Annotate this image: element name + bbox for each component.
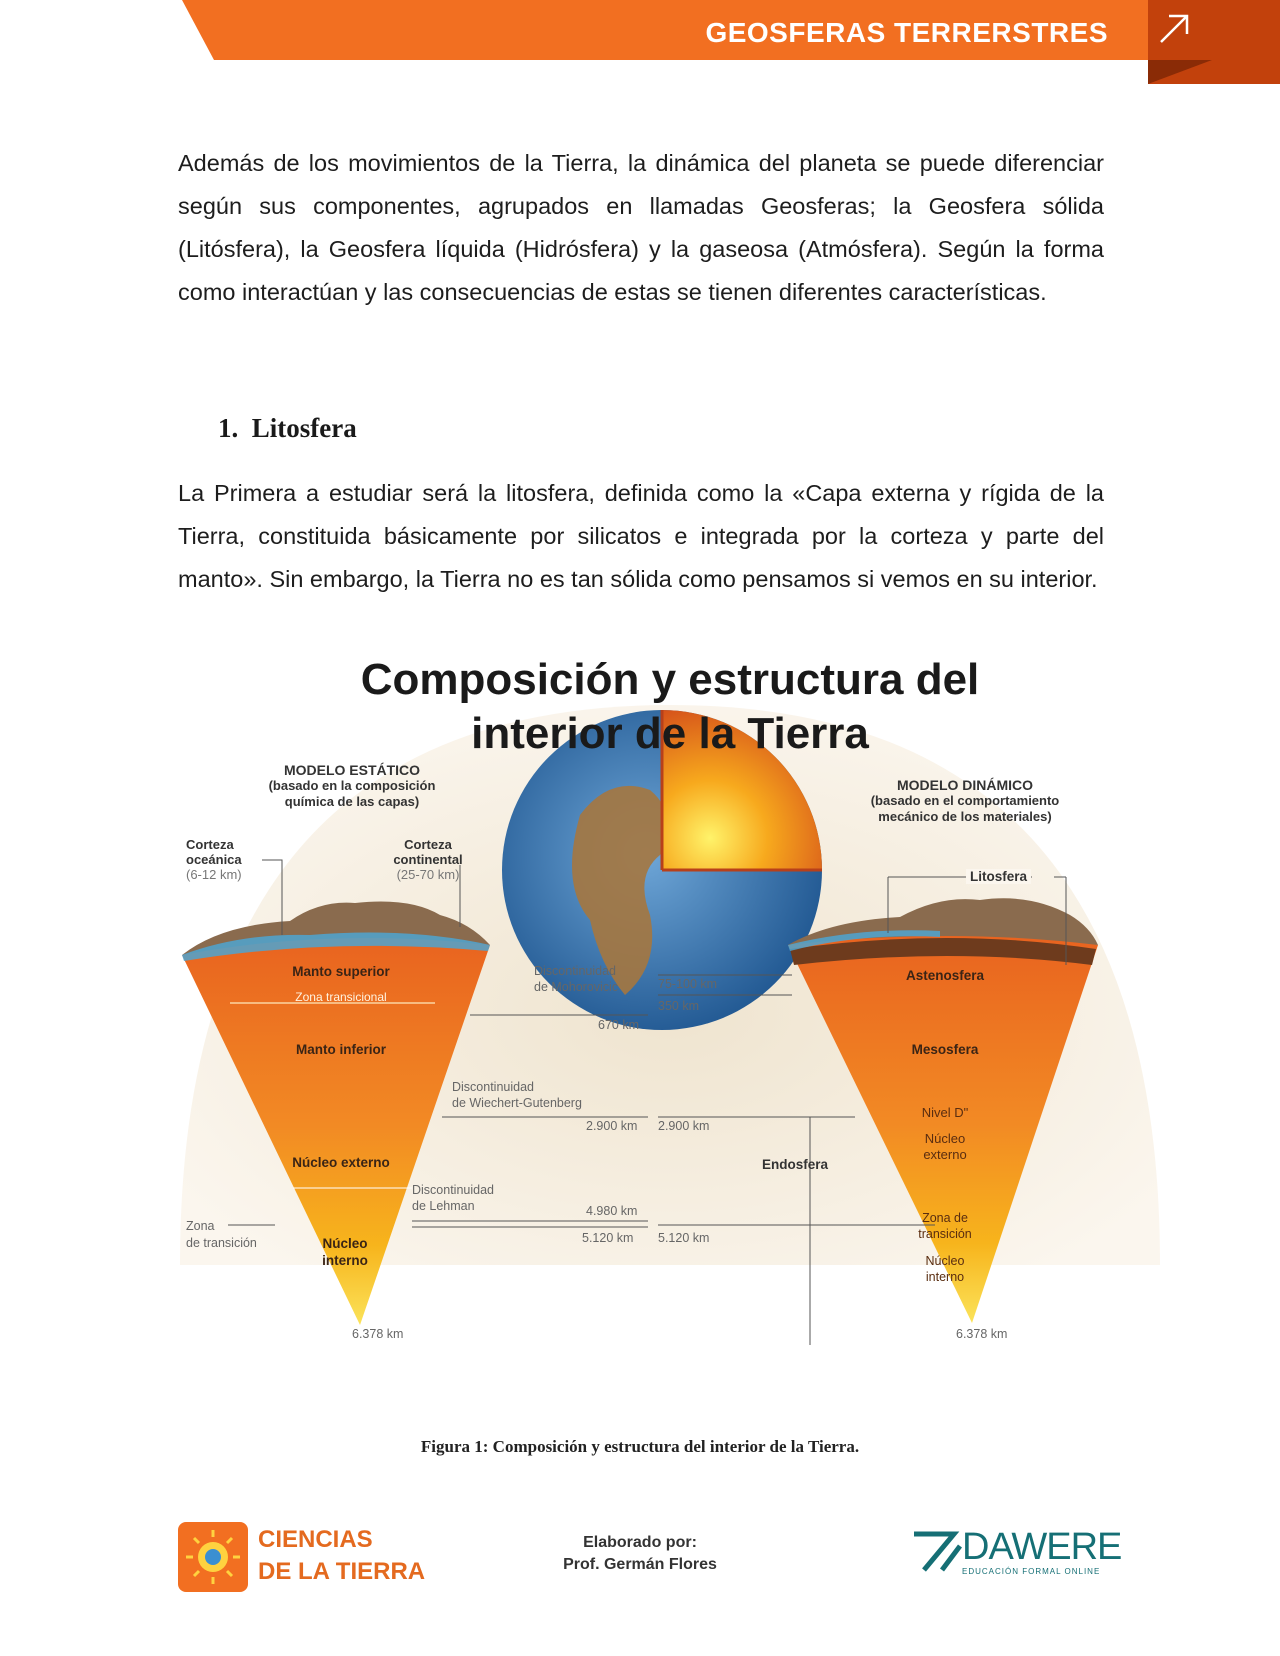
- dynamic-model-subtitle-2: mecánico de los materiales): [878, 809, 1052, 824]
- continental-crust-label-1: Corteza: [404, 837, 452, 852]
- layer-lower-mantle: Manto inferior: [296, 1042, 386, 1057]
- dynamic-model-heading: [830, 777, 1100, 825]
- figure-caption: Figura 1: Composición y estructura del interior de la Tierra.: [420, 1437, 860, 1456]
- layer-transition-zone-dynamic-1: Zona de: [922, 1211, 968, 1225]
- layer-inner-core-dynamic: [870, 1253, 1020, 1285]
- section-title: Litosfera: [251, 413, 357, 443]
- moho-discontinuity-1: Discontinuidad: [534, 964, 616, 978]
- depth-350: 350 km: [658, 999, 699, 1013]
- layer-outer-core-dynamic-1: Núcleo: [924, 1131, 966, 1146]
- transition-zone-label-1: Zona: [186, 1219, 215, 1233]
- page-footer: [0, 1510, 1280, 1600]
- static-model-subtitle-1: (basado en la composición: [268, 778, 436, 793]
- layer-outer-core-dynamic-2: externo: [923, 1147, 967, 1162]
- wg-discontinuity-2: de Wiechert-Gutenberg: [452, 1096, 582, 1110]
- static-model-subtitle-2: química de las capas): [284, 794, 420, 809]
- figure-title-line2: interior de la Tierra: [471, 709, 869, 758]
- brand-name-line2: DE LA TIERRA: [258, 1558, 426, 1585]
- static-bottom-depth: 6.378 km: [352, 1327, 404, 1341]
- layer-inner-core-2: interno: [322, 1253, 368, 1268]
- depth-670: 670 km: [598, 1018, 639, 1032]
- layer-inner-core-dynamic-1: Núcleo: [925, 1254, 965, 1268]
- oceanic-crust-label-1: Corteza: [186, 837, 234, 852]
- intro-paragraph: Además de los movimientos de la Tierra, la dinámica del planeta se puede diferenciar según sus componentes, agrupados en llamadas Geosferas; la Geosfera sólida (Litósfera), la Geosfera líquida (Hidrósfera) y la gaseosa (Atmósfera). Según la forma como interactúan y las consecuencias de estas se tienen diferentes características.: [178, 150, 1104, 305]
- depth-2900-left: 2.900 km: [586, 1119, 638, 1133]
- partner-tagline: EDUCACIÓN FORMAL ONLINE: [962, 1567, 1101, 1576]
- moho-discontinuity: [534, 963, 618, 995]
- layer-asthenosphere: Astenosfera: [905, 968, 985, 983]
- brand-name-line1: CIENCIAS: [258, 1526, 373, 1553]
- layer-transition-zone-dynamic: [870, 1210, 1020, 1242]
- section-number: 1.: [218, 413, 239, 443]
- lehman-discontinuity-2: de Lehman: [412, 1199, 475, 1213]
- page-header: [0, 0, 1280, 90]
- layer-inner-core-1: Núcleo: [322, 1236, 368, 1251]
- author-name: Prof. Germán Flores: [563, 1556, 717, 1573]
- layer-outer-core-dynamic: [870, 1131, 1020, 1163]
- layer-inner-core-dynamic-2: interno: [925, 1270, 965, 1284]
- layer-transition-zone-dynamic-2: transición: [918, 1227, 972, 1241]
- continental-crust-label: [382, 837, 474, 882]
- transition-zone-label-2: de transición: [186, 1236, 257, 1250]
- partner-name: DAWERE: [962, 1526, 1122, 1568]
- oceanic-crust-range: (6-12 km): [186, 867, 242, 882]
- lehman-discontinuity-1: Discontinuidad: [412, 1183, 494, 1197]
- wg-discontinuity: [452, 1079, 582, 1111]
- layer-outer-core: Núcleo externo: [292, 1155, 390, 1170]
- oceanic-crust-label: [186, 837, 242, 882]
- static-model-heading: [232, 762, 472, 810]
- static-model-title: MODELO ESTÁTICO: [283, 762, 421, 778]
- layer-d-level: Nivel D": [921, 1105, 969, 1120]
- layer-transition-zone: Zona transicional: [295, 990, 387, 1004]
- dynamic-model-title: MODELO DINÁMICO: [896, 777, 1034, 793]
- depth-2900-right: 2.900 km: [658, 1119, 710, 1133]
- transition-zone-label: [186, 1218, 257, 1252]
- depth-4980: 4.980 km: [586, 1204, 638, 1218]
- lehman-discontinuity: [412, 1182, 494, 1214]
- dynamic-model-subtitle-1: (basado en el comportamiento: [870, 793, 1060, 808]
- figure-title-line1: Composición y estructura del: [360, 655, 980, 704]
- author-label: Elaborado por:: [583, 1534, 697, 1551]
- layer-inner-core: [305, 1235, 385, 1269]
- depth-75-100: 75-100 km: [658, 977, 718, 991]
- header-title: GEOSFERAS TERRERSTRES: [705, 17, 1108, 48]
- endosphere-label: Endosfera: [762, 1157, 829, 1172]
- lithosphere-label: Litosfera: [966, 869, 1031, 884]
- arrow-up-right-icon: [1155, 12, 1195, 48]
- continental-crust-label-2: continental: [393, 852, 463, 867]
- litosfera-paragraph: La Primera a estudiar será la litosfera, definida como la «Capa externa y rígida de la Tierra, constituida básicamente por silicatos e integrada por la corteza y parte del manto». Sin embargo, la Tierra no es tan sólida como pensamos si vemos en su interior.: [178, 480, 1104, 592]
- section-heading: [218, 413, 357, 444]
- figure-title: [180, 653, 1160, 761]
- wg-discontinuity-1: Discontinuidad: [452, 1080, 534, 1094]
- moho-discontinuity-2: de Mohorovicic: [534, 980, 619, 994]
- continental-crust-range: (25-70 km): [396, 867, 460, 882]
- earth-structure-figure: [180, 655, 1160, 1425]
- dynamic-bottom-depth: 6.378 km: [956, 1327, 1008, 1341]
- depth-5120-left: 5.120 km: [582, 1231, 634, 1245]
- depth-5120-right: 5.120 km: [658, 1231, 710, 1245]
- layer-upper-mantle: Manto superior: [292, 964, 390, 979]
- layer-mesosphere: Mesosfera: [911, 1042, 979, 1057]
- oceanic-crust-label-2: oceánica: [186, 852, 242, 867]
